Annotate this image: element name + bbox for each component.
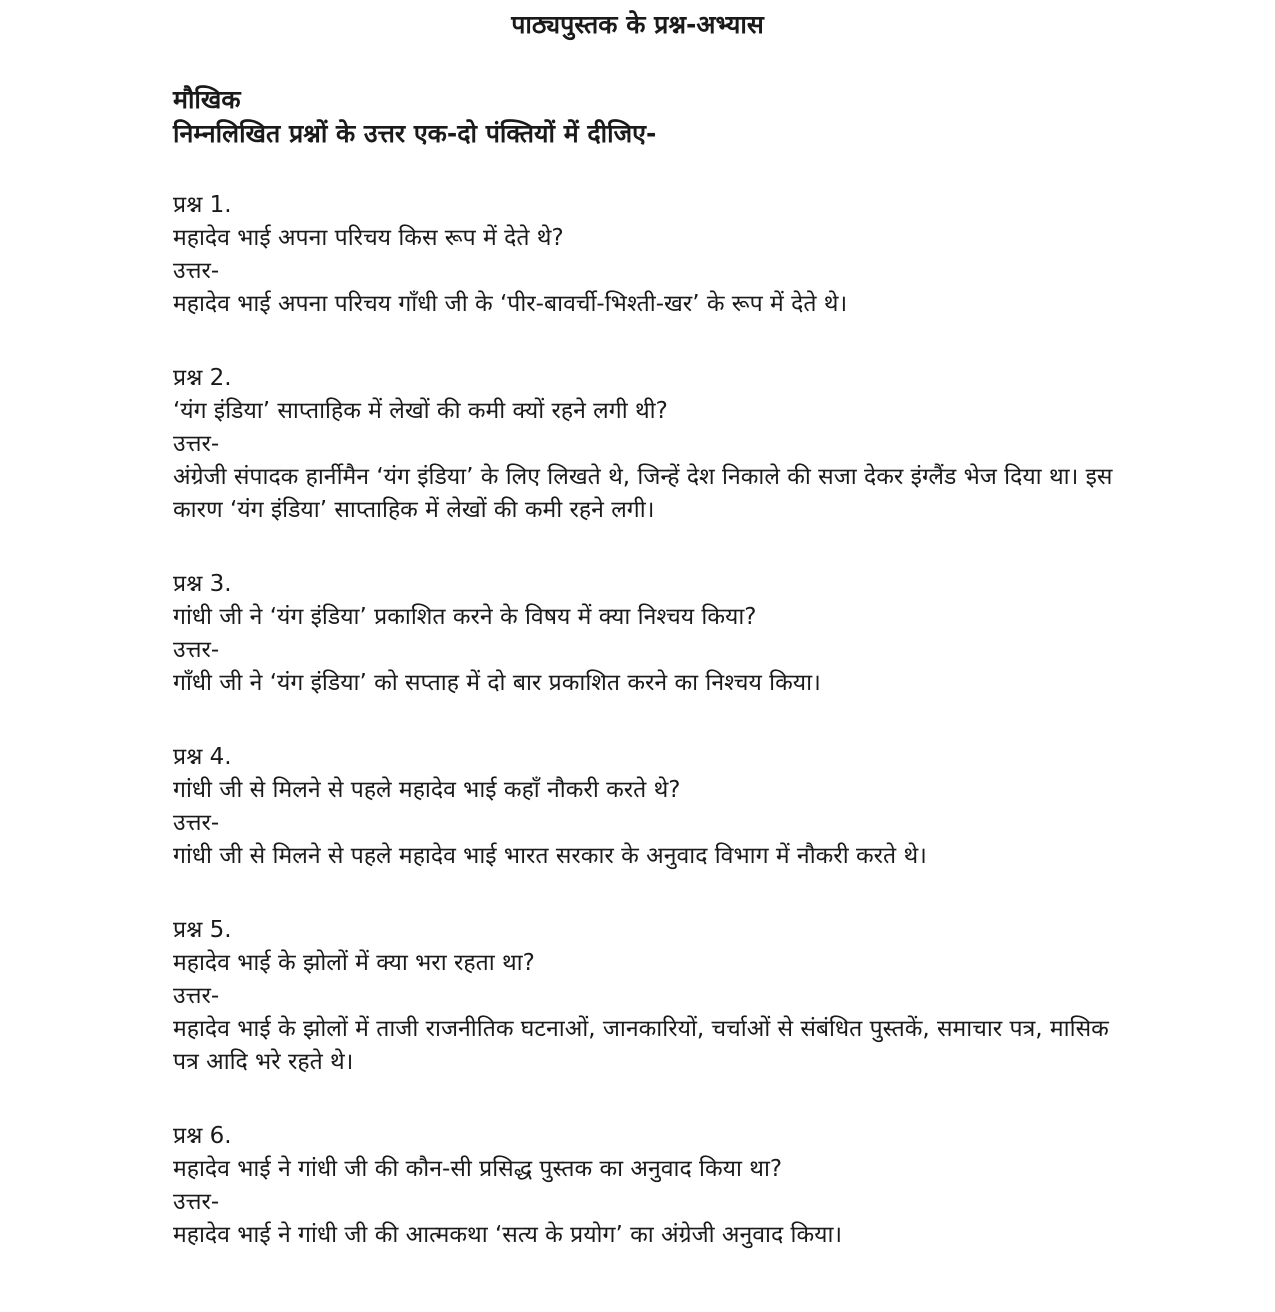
answer-text: महादेव भाई के झोलों में ताजी राजनीतिक घटनाओं, जानकारियों, चर्चाओं से संबंधित पुस्तकें, समाचार पत्र, मासिक पत्र आदि भरे रहते थे।	[173, 1016, 1109, 1075]
answer-text: गाँधी जी ने ‘यंग इंडिया’ को सप्ताह में दो बार प्रकाशित करने का निश्चय किया।	[173, 670, 821, 696]
answer-label: उत्तर-	[173, 1189, 220, 1215]
question-text: महादेव भाई ने गांधी जी की कौन-सी प्रसिद्ध पुस्तक का अनुवाद किया था?	[173, 1156, 783, 1182]
page-title: पाठ्यपुस्तक के प्रश्न-अभ्यास	[511, 10, 764, 39]
question-text: गांधी जी ने ‘यंग इंडिया’ प्रकाशित करने के विषय में क्या निश्चय किया?	[173, 604, 757, 630]
question-label: प्रश्न 3.	[173, 571, 232, 597]
question-text: ‘यंग इंडिया’ साप्ताहिक में लेखों की कमी क्यों रहने लगी थी?	[173, 398, 668, 424]
document-body	[173, 83, 1133, 1293]
qa-item-1	[173, 189, 1133, 321]
question-label: प्रश्न 5.	[173, 917, 232, 943]
qa-item-2	[173, 362, 1133, 527]
question-text: गांधी जी से मिलने से पहले महादेव भाई कहाँ नौकरी करते थे?	[173, 777, 681, 803]
qa-item-3	[173, 568, 1133, 700]
question-label: प्रश्न 4.	[173, 744, 232, 770]
qa-item-6	[173, 1120, 1133, 1252]
section-title: मौखिक	[173, 85, 241, 114]
question-label: प्रश्न 2.	[173, 365, 232, 391]
answer-label: उत्तर-	[173, 258, 220, 284]
instruction-text: निम्नलिखित प्रश्नों के उत्तर एक-दो पंक्तियों में दीजिए-	[173, 119, 657, 148]
answer-text: महादेव भाई अपना परिचय गाँधी जी के ‘पीर-बावर्ची-भिश्ती-खर’ के रूप में देते थे।	[173, 291, 848, 317]
question-text: महादेव भाई अपना परिचय किस रूप में देते थे?	[173, 225, 564, 251]
answer-text: गांधी जी से मिलने से पहले महादेव भाई भारत सरकार के अनुवाद विभाग में नौकरी करते थे।	[173, 843, 927, 869]
answer-text: अंग्रेजी संपादक हार्नीमैन ‘यंग इंडिया’ के लिए लिखते थे, जिन्हें देश निकाले की सजा देकर इंग्लैंड भेज दिया था। इस कारण ‘यंग इंडिया’ साप्ताहिक में लेखों की कमी रहने लगी।	[173, 464, 1113, 523]
question-label: प्रश्न 6.	[173, 1123, 232, 1149]
qa-item-4	[173, 741, 1133, 873]
answer-label: उत्तर-	[173, 983, 220, 1009]
qa-item-5	[173, 914, 1133, 1079]
question-text: महादेव भाई के झोलों में क्या भरा रहता था?	[173, 950, 535, 976]
answer-label: उत्तर-	[173, 637, 220, 663]
answer-label: उत्तर-	[173, 810, 220, 836]
answer-label: उत्तर-	[173, 431, 220, 457]
question-label: प्रश्न 1.	[173, 192, 232, 218]
answer-text: महादेव भाई ने गांधी जी की आत्मकथा ‘सत्य के प्रयोग’ का अंग्रेजी अनुवाद किया।	[173, 1222, 843, 1248]
